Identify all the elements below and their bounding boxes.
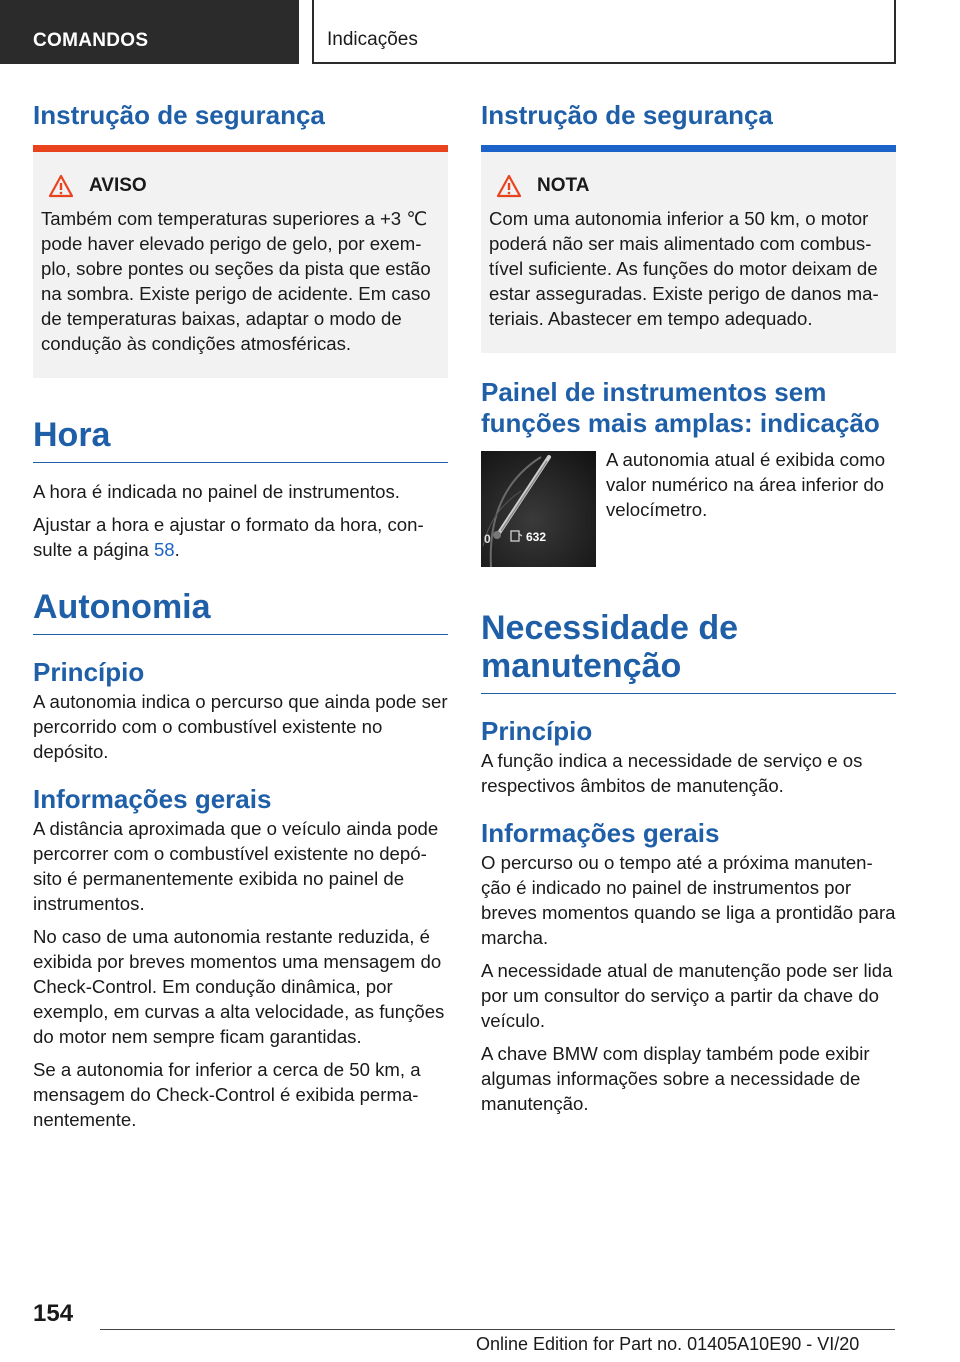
hora-text-2-body: Ajustar a hora e ajustar o formato da hora, consulte a página	[33, 514, 424, 560]
manutencao-info-text-2: A necessidade atual de manutenção pode ser lida por um consultor do serviço a partir da chave do veículo.	[481, 960, 893, 1031]
warning-box	[33, 145, 448, 378]
page-number: 154	[33, 1300, 74, 1327]
note-header	[489, 174, 888, 198]
hora-title: Hora	[33, 416, 448, 463]
warning-text: Também com temperaturas superiores a +3 ℃ pode haver elevado perigo de gelo, por exemplo, sobre pontes ou seções da pista que estão na sombra. Existe perigo de acidente. Em caso de temperaturas baixas, adaptar o modo de condução às condições atmosféricas.	[41, 208, 431, 354]
speedometer-image	[481, 451, 596, 567]
hora-text-1: A hora é indicada no painel de instrumentos.	[33, 481, 400, 502]
note-label: NOTA	[537, 175, 590, 196]
gauge-range-value: 632	[526, 530, 547, 544]
warning-header	[41, 174, 440, 198]
warning-triangle-icon	[41, 174, 81, 198]
right-column	[481, 100, 896, 1116]
footer-divider	[100, 1329, 895, 1330]
left-column	[33, 100, 448, 1132]
warning-label: AVISO	[89, 175, 147, 196]
autonomia-info-text-3: Se a autonomia for inferior a cerca de 50 km, a mensagem do Check-Control é exibida permanentemente.	[33, 1059, 421, 1130]
safety-heading-left: Instrução de segurança	[33, 100, 325, 130]
safety-heading-right: Instrução de segurança	[481, 100, 773, 130]
manutencao-info-text-3: A chave BMW com display também pode exibir algumas informações sobre a necessidade de manutenção.	[481, 1043, 870, 1114]
page-header	[0, 0, 960, 66]
hora-text-2	[33, 512, 448, 562]
painel-text: A autonomia atual é exibida como valor numérico na área inferior do velocímetro.	[606, 449, 886, 520]
autonomia-info-heading: Informações gerais	[33, 784, 272, 814]
autonomia-info-text-1: A distância aproximada que o veículo ainda pode percorrer com o combustível existente no depósito é permanentemente exibida no painel de instrumentos.	[33, 818, 439, 914]
gauge-zero: 0	[484, 532, 491, 546]
section-tab: COMANDOS	[0, 0, 299, 64]
hora-text-2-end: .	[174, 539, 180, 560]
chapter-title: Indicações	[312, 0, 896, 64]
manutencao-info-text-1: O percurso ou o tempo até a próxima manutenção é indicado no painel de instrumentos por breves momentos quando se liga a prontidão para marcha.	[481, 852, 896, 948]
manutencao-principio-heading: Princípio	[481, 716, 593, 746]
page-link-58[interactable]: 58	[153, 539, 175, 560]
manutencao-principio-text: A função indica a necessidade de serviço e os respectivos âmbitos de manutenção.	[481, 750, 863, 796]
note-box	[481, 145, 896, 353]
edition-text: Online Edition for Part no. 01405A10E90 - VI/20	[476, 1334, 860, 1354]
manutencao-info-heading: Informações gerais	[481, 818, 720, 848]
painel-heading: Painel de instrumentos sem funções mais amplas: indicação	[481, 377, 880, 438]
manutencao-title: Necessidade de manutenção	[481, 609, 896, 694]
autonomia-principio-text: A autonomia indica o percurso que ainda pode ser percorrido com o combustível existente no depósito.	[33, 691, 448, 762]
note-text: Com uma autonomia inferior a 50 km, o motor poderá não ser mais alimentado com combustível suficiente. As funções do motor deixam de estar asseguradas. Existe perigo de danos materiais. Abastecer em tempo adequado.	[489, 208, 879, 329]
autonomia-info-text-2: No caso de uma autonomia restante reduzida, é exibida por breves momentos uma mensagem do Check-Control. Em condução dinâmica, por exemplo, em curvas a alta velocidade, as funções do motor nem sempre ficam garantidas.	[33, 926, 445, 1047]
autonomia-principio-heading: Princípio	[33, 657, 145, 687]
autonomia-title: Autonomia	[33, 588, 448, 635]
painel-block	[481, 451, 896, 567]
warning-triangle-icon	[489, 174, 529, 198]
